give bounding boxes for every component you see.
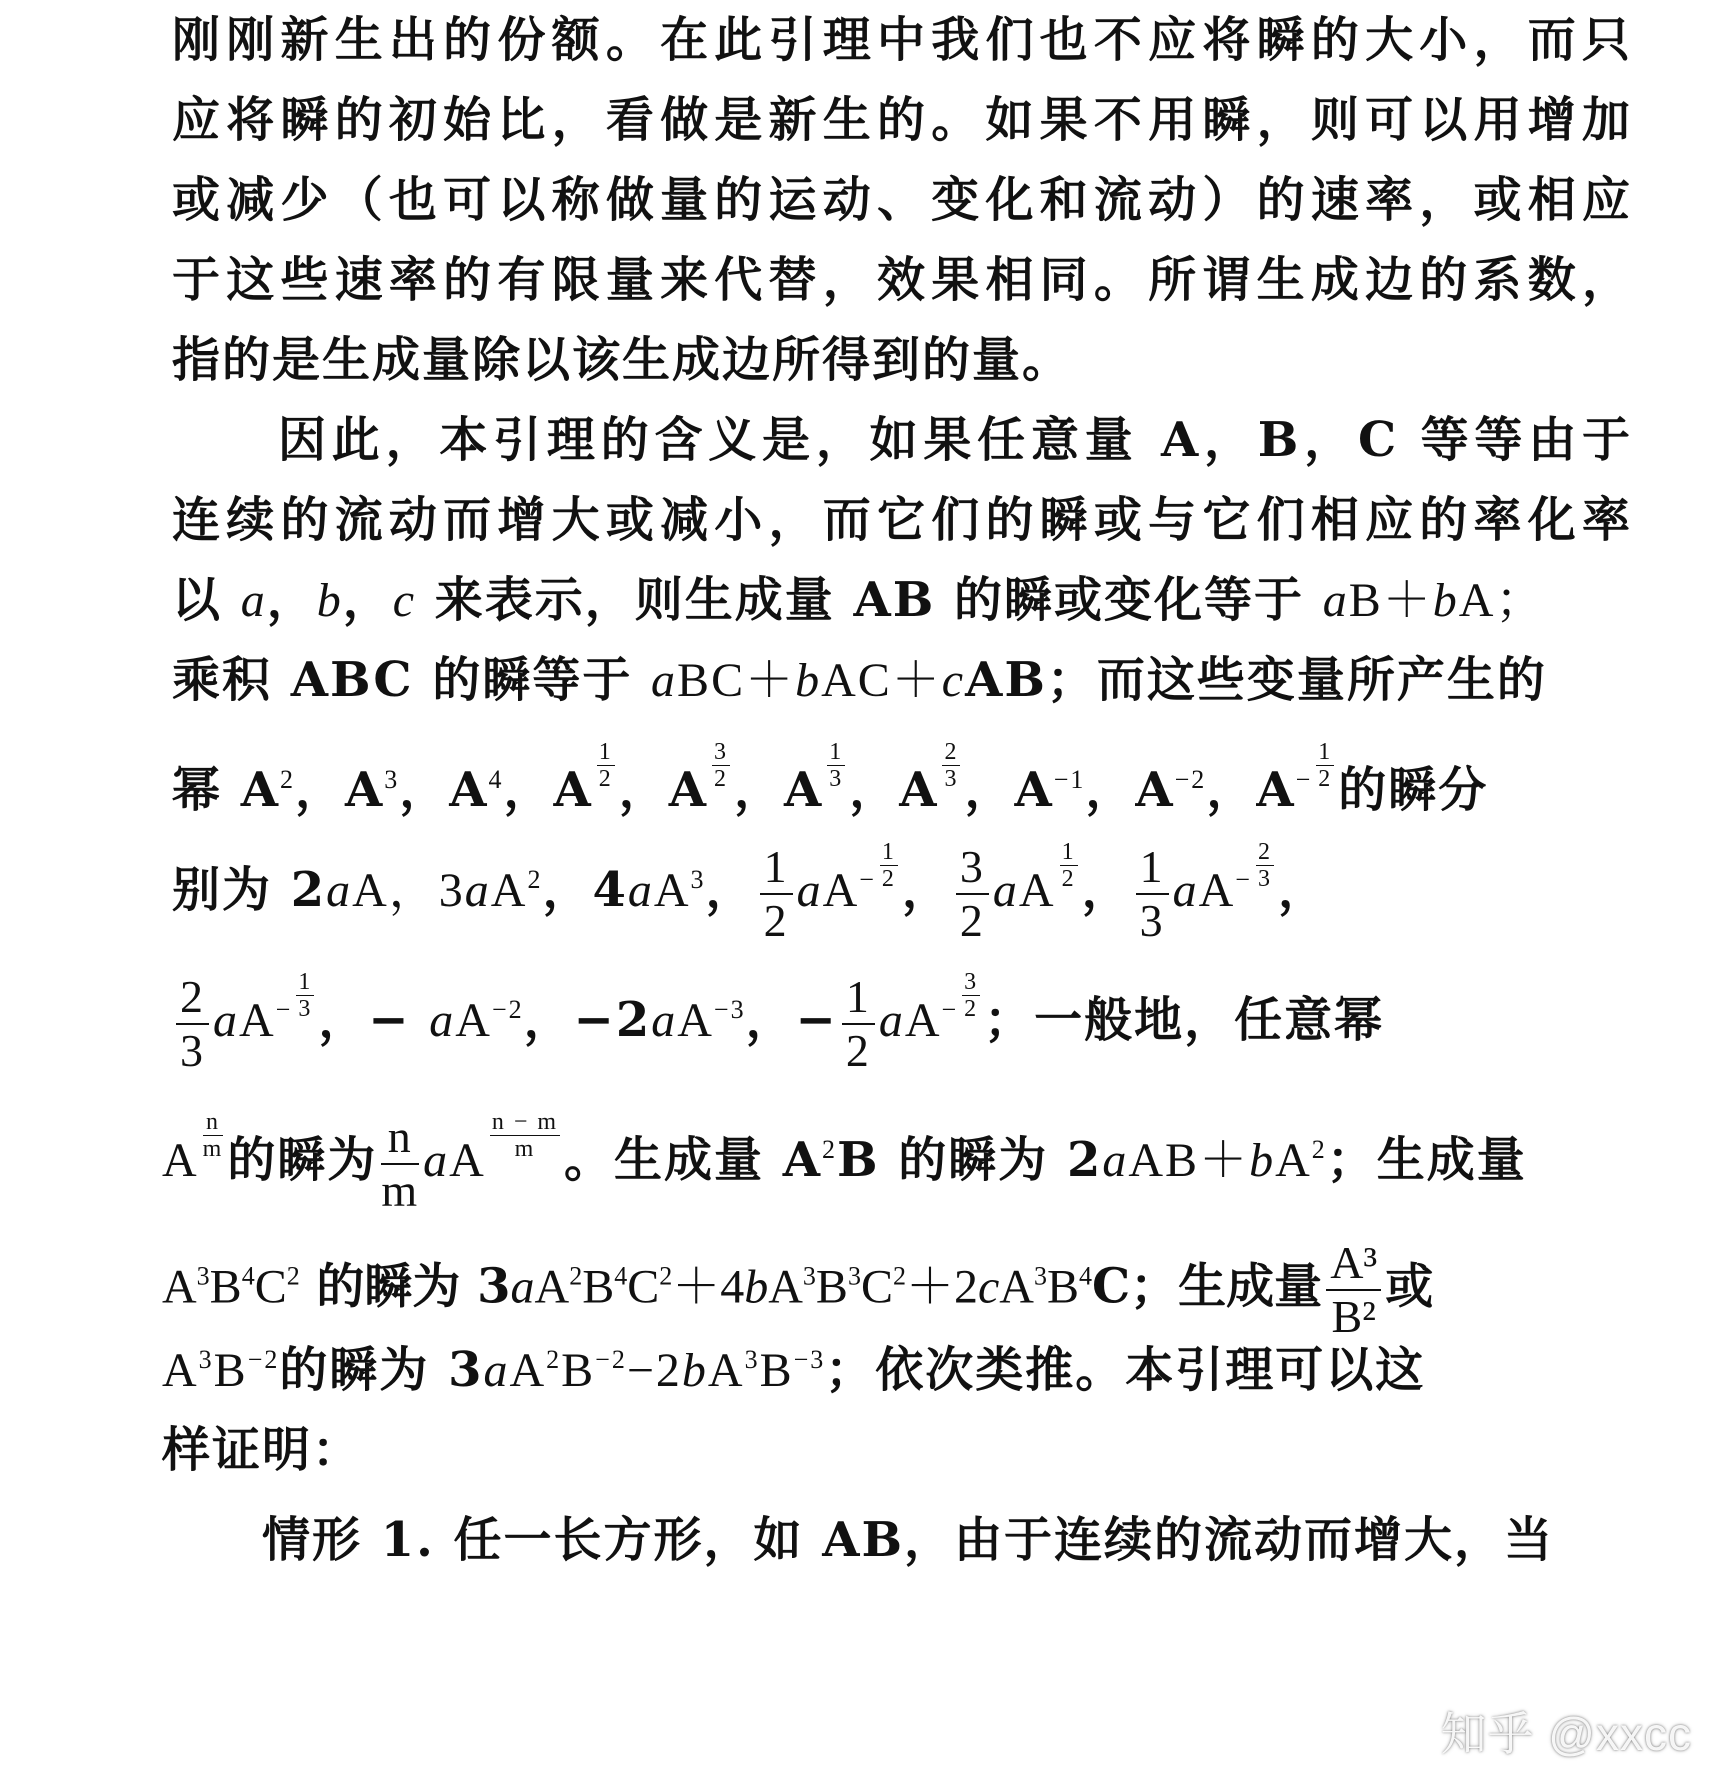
- text-line-formula: A $\frac{n}{m}$ 的瞬为 $\frac{n}{m}$ aA $\frac{n - m}{m}$ 。生成量 $A^2B$ 的瞬为 $2aAB+bA^2$；生成量: [162, 1109, 1527, 1216]
- text-line: 或减少（也可以称做量的运动、变化和流动）的速率，或相应: [172, 172, 1632, 228]
- exponent-fraction: $\frac{2}{3}$: [944, 739, 959, 792]
- text-line-formula: 乘积 ABC 的瞬等于 aBC＋bAC＋cAB；而这些变量所产生的: [172, 652, 1547, 708]
- text-line: 情形 1. 任一长方形，如 AB，由于连续的流动而增大，当: [262, 1512, 1555, 1568]
- coefficient-fraction: $\frac{1}{2}$: [760, 844, 793, 944]
- exponent-fraction: $\frac{1}{3}$: [298, 969, 313, 1022]
- exponent-fraction: $\frac{1}{3}$: [829, 739, 844, 792]
- exponent-fraction: $\frac{1}{2}$: [598, 739, 613, 792]
- text-line: 于这些速率的有限量来代替，效果相同。所谓生成边的系数，: [172, 252, 1632, 308]
- coefficient-fraction: $\frac{3}{2}$: [956, 844, 989, 944]
- text-line-formula: 幂 $A^2$，$A^3$，$A^4$，A $\frac{1}{2}$ ，A $\frac{3}{2}$ ，A $\frac{1}{3}$ ，A $\frac{2}{3}$ ，$A^{-1}$，$A^{-2}$，A− $\frac{1}{2}$ 的瞬分: [172, 739, 1489, 818]
- text-line-formula: $A^3B^{-2}$的瞬为 $3aA^2B^{-2}-2bA^3B^{-3}$；依次类推。本引理可以这: [162, 1342, 1426, 1398]
- zhihu-watermark: 知乎 @xxcc: [1440, 1708, 1692, 1760]
- text-line: 指的是生成量除以该生成边所得到的量。: [172, 332, 1073, 388]
- text-line: 样证明：: [162, 1422, 363, 1478]
- text-line: 因此，本引理的含义是，如果任意量 A，B，C 等等由于: [278, 412, 1632, 468]
- exponent-fraction: $\frac{1}{2}$: [881, 839, 896, 892]
- text-line-formula: $A^3B^4C^2$ 的瞬为 $3aA^2B^4C^2+4bA^3B^3C^2+2cA^3B^4C$；生成量 $\frac{\text{A³}}{\text{B²}}$ 或: [162, 1237, 1434, 1342]
- quotient-fraction: $\frac{\text{A³}}{\text{B²}}$: [1326, 1240, 1381, 1340]
- exponent-fraction: $\frac{1}{2}$: [1061, 839, 1076, 892]
- exponent-fraction: $\frac{2}{3}$: [1257, 839, 1272, 892]
- text-line: 刚刚新生出的份额。在此引理中我们也不应将瞬的大小，而只: [172, 12, 1632, 68]
- text-line-formula: 别为 2aA，$3aA^2$，$4aA^3$， $\frac{1}{2}$ aA− $\frac{1}{2}$ ， $\frac{3}{2}$ aA $\frac{1}{2}$ ， $\frac{1}{3}$ aA− $\frac{2}{3}$ ，: [172, 839, 1328, 946]
- text-line: 应将瞬的初始比，看做是新生的。如果不用瞬，则可以用增加: [172, 92, 1632, 148]
- exponent-fraction: $\frac{3}{2}$: [713, 739, 728, 792]
- exponent-fraction: $\frac{1}{2}$: [1318, 739, 1333, 792]
- text-line: 连续的流动而增大或减小，而它们的瞬或与它们相应的率化率: [172, 492, 1632, 548]
- text-line-formula: $\frac{2}{3}$ aA− $\frac{1}{3}$ ，− $aA^{-2}$，$-2aA^{-3}$，− $\frac{1}{2}$ aA− $\frac{3}{2}$ ；一般地，任意幂: [172, 970, 1632, 1074]
- text-line-formula: 以 a，b，c 来表示，则生成量 AB 的瞬或变化等于 aB＋bA；: [172, 572, 1546, 628]
- exponent-fraction: $\frac{n}{m}$: [202, 1109, 224, 1162]
- coefficient-fraction: $\frac{1}{3}$: [1136, 844, 1169, 944]
- coefficient-fraction: $\frac{1}{2}$: [842, 974, 875, 1074]
- coefficient-fraction: $\frac{2}{3}$: [176, 974, 209, 1074]
- coefficient-fraction: $\frac{n}{m}$: [381, 1110, 420, 1216]
- exponent-fraction: $\frac{3}{2}$: [964, 969, 979, 1022]
- exponent-fraction: $\frac{n - m}{m}$: [491, 1109, 559, 1162]
